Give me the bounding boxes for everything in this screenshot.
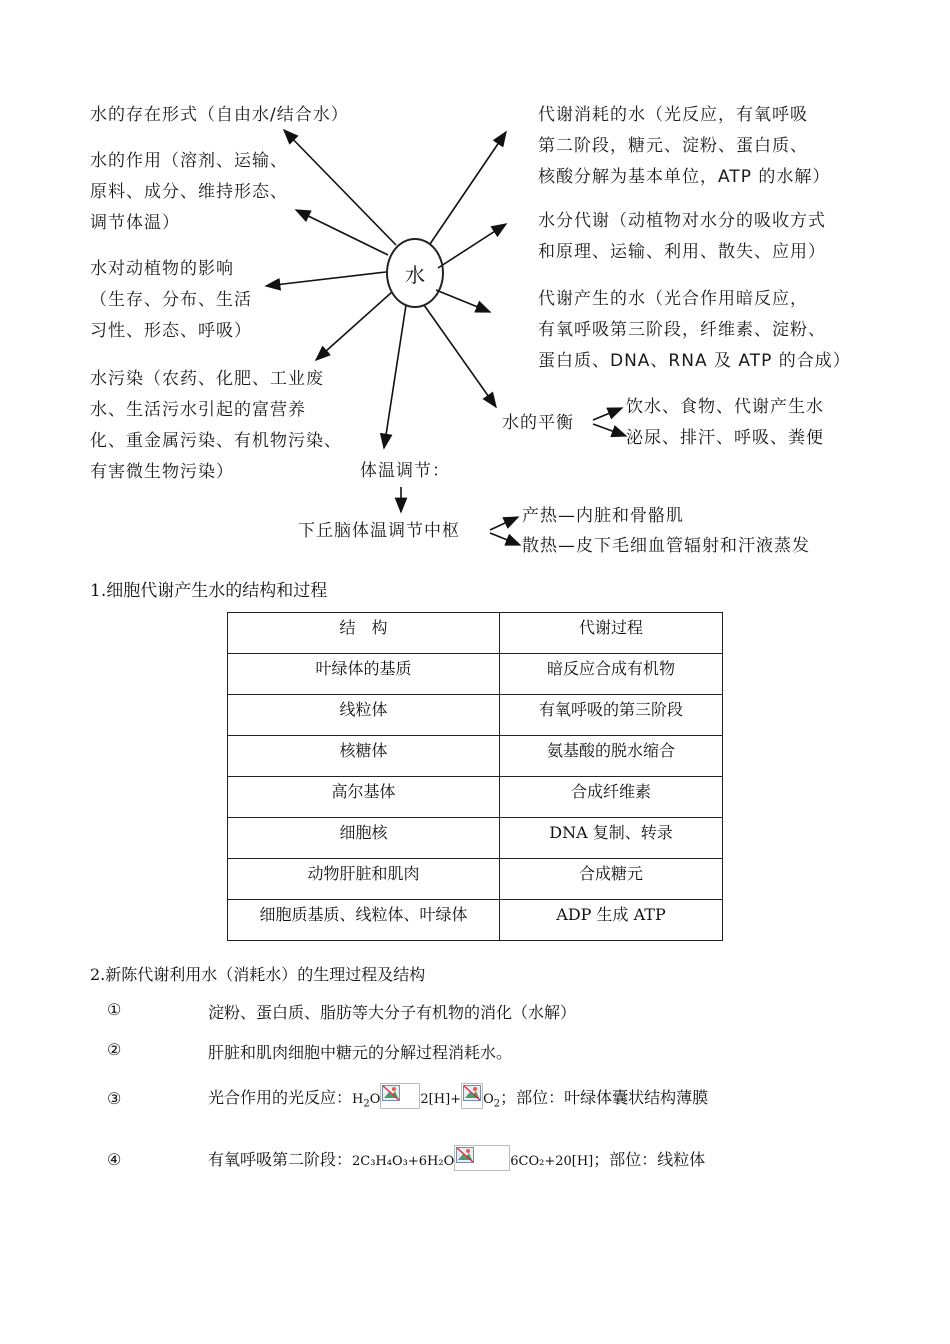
- center-node-water: 水: [386, 238, 444, 308]
- table-row: [228, 900, 723, 941]
- broken-image-icon: [380, 1083, 420, 1109]
- node-water-pollution: [90, 364, 342, 488]
- item-aerobic-stage2: [208, 1143, 705, 1179]
- node-line: 水对动植物的影响: [90, 259, 234, 279]
- item-location: ；部位：线粒体: [593, 1150, 706, 1169]
- item-number: ③: [107, 1089, 122, 1108]
- node-line: 化、重金属污染、有机物污染、: [90, 431, 342, 451]
- header-process: 代谢过程: [500, 613, 723, 654]
- node-line: 和原理、运输、利用、散失、应用）: [538, 242, 826, 262]
- cell-structure: 动物肝脏和肌肉: [228, 859, 500, 900]
- heat-production: 产热—内脏和骨骼肌: [522, 506, 684, 526]
- header-structure: 结 构: [228, 613, 500, 654]
- node-line: 原料、成分、维持形态、: [90, 182, 288, 202]
- cell-structure: 核糖体: [228, 736, 500, 777]
- cell-structure: 高尔基体: [228, 777, 500, 818]
- table-header-row: [228, 613, 723, 654]
- item-number: ④: [107, 1150, 122, 1169]
- cell-structure: 线粒体: [228, 695, 500, 736]
- cell-process: 有氧呼吸的第三阶段: [500, 695, 723, 736]
- node-line: 蛋白质、DNA、RNA 及 ATP 的合成）: [538, 351, 851, 371]
- node-line: 有害微生物污染）: [90, 462, 234, 482]
- node-line: 调节体温）: [90, 213, 180, 233]
- node-line: 水污染（农药、化肥、工业废: [90, 369, 324, 389]
- item-number: ①: [107, 1000, 122, 1019]
- formula-product: 2[H]+: [420, 1092, 462, 1107]
- node-water-functions: [90, 146, 288, 239]
- node-line: 代谢消耗的水（光反应，有氧呼吸: [538, 105, 808, 125]
- heat-dissipation: 散热—皮下毛细血管辐射和汗液蒸发: [522, 536, 810, 556]
- node-water-metabolism: [538, 206, 826, 268]
- broken-image-icon: [461, 1083, 483, 1109]
- node-line: 第二阶段，糖元、淀粉、蛋白质、: [538, 136, 808, 156]
- formula-oxygen: [483, 1092, 501, 1110]
- node-line: 核酸分解为基本单位，ATP 的水解）: [538, 167, 831, 187]
- node-line: 水的作用（溶剂、运输、: [90, 151, 288, 171]
- item-text: 肝脏和肌肉细胞中糖元的分解过程消耗水。: [208, 1043, 513, 1062]
- formula-reactant: [352, 1092, 381, 1110]
- cell-process: 合成纤维素: [500, 777, 723, 818]
- cell-process: DNA 复制、转录: [500, 818, 723, 859]
- cell-structure: 叶绿体的基质: [228, 654, 500, 695]
- balance-intake: 饮水、食物、代谢产生水: [626, 397, 824, 417]
- node-thermoregulation: 体温调节：: [360, 461, 450, 481]
- node-water-produced: [538, 284, 851, 377]
- formula-reactants: 2C₃H₄O₃+6H₂O: [352, 1154, 455, 1169]
- table-row: [228, 654, 723, 695]
- node-line: 水的存在形式（自由水/结合水）: [90, 105, 349, 125]
- item-light-reaction: [208, 1080, 708, 1123]
- formula-part: H: [352, 1092, 364, 1107]
- table-row: [228, 736, 723, 777]
- table-row: [228, 777, 723, 818]
- section1-title: 1.细胞代谢产生水的结构和过程: [90, 581, 328, 601]
- table-row: [228, 859, 723, 900]
- cell-process: ADP 生成 ATP: [500, 900, 723, 941]
- cell-structure: 细胞质基质、线粒体、叶绿体: [228, 900, 500, 941]
- section2-title: 2.新陈代谢利用水（消耗水）的生理过程及结构: [90, 965, 426, 984]
- item-prefix: 有氧呼吸第二阶段：: [208, 1150, 353, 1169]
- formula-sub: 2: [493, 1098, 501, 1110]
- node-line: 习性、形态、呼吸）: [90, 321, 252, 341]
- node-line: （生存、分布、生活: [90, 290, 252, 310]
- cell-process: 暗反应合成有机物: [500, 654, 723, 695]
- formula-sub: 2: [363, 1098, 370, 1110]
- table-row: [228, 818, 723, 859]
- cell-structure: 细胞核: [228, 818, 500, 859]
- item-prefix: 光合作用的光反应：: [208, 1088, 353, 1107]
- broken-image-icon: [454, 1145, 510, 1171]
- node-water-forms: [90, 100, 349, 131]
- item-location: ；部位：叶绿体囊状结构薄膜: [500, 1088, 709, 1107]
- node-line: 水分代谢（动植物对水分的吸收方式: [538, 211, 826, 231]
- node-water-balance: 水的平衡: [502, 413, 574, 433]
- formula-products: 6CO₂+20[H]: [510, 1154, 594, 1169]
- hypothalamus-center: 下丘脑体温调节中枢: [298, 521, 460, 541]
- water-mindmap: [0, 0, 950, 570]
- node-line: 水、生活污水引起的富营养: [90, 400, 306, 420]
- formula-part: O: [483, 1092, 494, 1107]
- cell-process: 氨基酸的脱水缩合: [500, 736, 723, 777]
- item-text: 淀粉、蛋白质、脂肪等大分子有机物的消化（水解）: [208, 1003, 577, 1022]
- node-line: 代谢产生的水（光合作用暗反应，: [538, 289, 808, 309]
- table-row: [228, 695, 723, 736]
- node-water-consumed: [538, 100, 830, 193]
- node-water-effects: [90, 254, 252, 347]
- cell-process: 合成糖元: [500, 859, 723, 900]
- balance-output: 泌尿、排汗、呼吸、粪便: [626, 428, 824, 448]
- item-number: ②: [107, 1040, 122, 1059]
- structure-process-table: [227, 612, 723, 941]
- node-line: 有氧呼吸第三阶段，纤维素、淀粉、: [538, 320, 826, 340]
- formula-part: O: [369, 1092, 381, 1107]
